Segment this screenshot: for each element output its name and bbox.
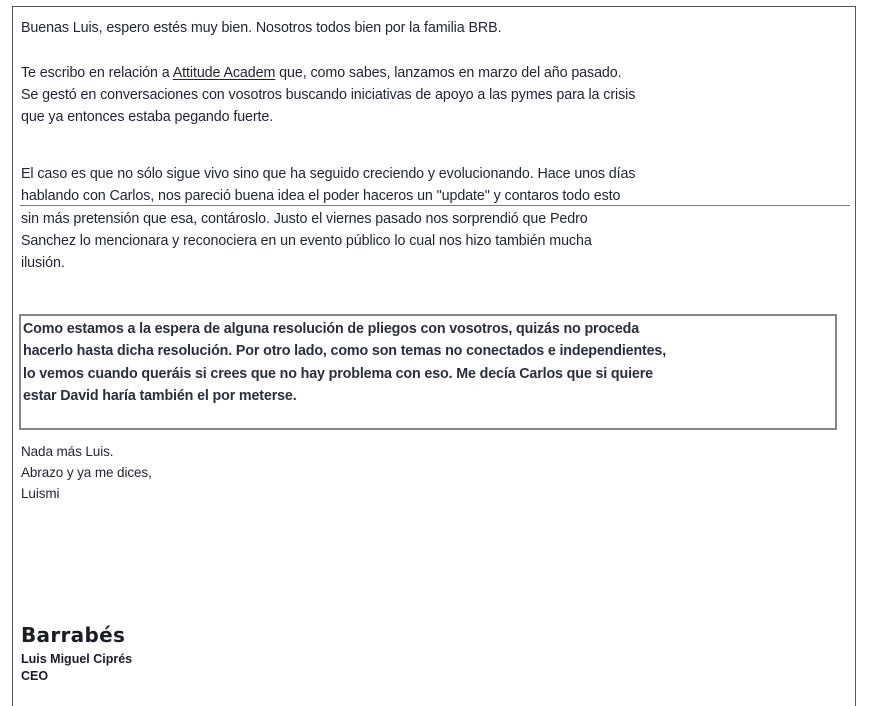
para2-line-4: Sanchez lo mencionara y reconociera en un evento público lo cual nos hizo también mucha [21, 233, 592, 249]
quote-line-2: hacerlo hasta dicha resolución. Por otro lado, como son temas no conectados e independientes, [23, 343, 667, 360]
closing-line-1: Nada más Luis. [21, 444, 114, 459]
para2-line-5: ilusión. [21, 255, 65, 271]
signature-title: CEO [21, 669, 49, 683]
underline-rule [20, 205, 850, 206]
quote-line-1: Como estamos a la espera de alguna resolución de pliegos con vosotros, quizás no proceda [23, 321, 640, 337]
quote-line-4: estar David haría también el por meterse. [23, 388, 297, 405]
company-logo: Barrabés [21, 623, 126, 647]
greeting-line: Buenas Luis, espero estés muy bien. Nosotros todos bien por la familia BRB. [21, 20, 502, 36]
para1-line-1: Te escribo en relación a Attitude Academ que, como sabes, lanzamos en marzo del año pasado. [21, 65, 622, 81]
quote-text [23, 318, 666, 408]
para1-line-3: que ya entonces estaba pegando fuerte. [21, 109, 274, 125]
para2-line-3: sin más pretensión que esa, contároslo. Justo el viernes pasado nos sorprendió que Pedro [21, 211, 588, 227]
para2-line-1: El caso es que no sólo sigue vivo sino que ha seguido creciendo y evolucionando. Hace unos días [21, 166, 636, 182]
closing-line-3: Luismi [21, 486, 60, 501]
attitude-academy-link[interactable]: Attitude Academ [172, 65, 276, 81]
para1-line-2: Se gestó en conversaciones con vosotros buscando iniciativas de apoyo a las pymes para la crisis [21, 87, 636, 103]
closing-line-2: Abrazo y ya me dices, [21, 465, 152, 480]
para2-line-2: hablando con Carlos, nos pareció buena idea el poder haceros un "update" y contaros todo esto [21, 188, 621, 204]
signature-name: Luis Miguel Ciprés [21, 652, 133, 666]
quote-line-3: lo vemos cuando queráis si crees que no hay problema con eso. Me decía Carlos que si quiere [23, 365, 653, 382]
